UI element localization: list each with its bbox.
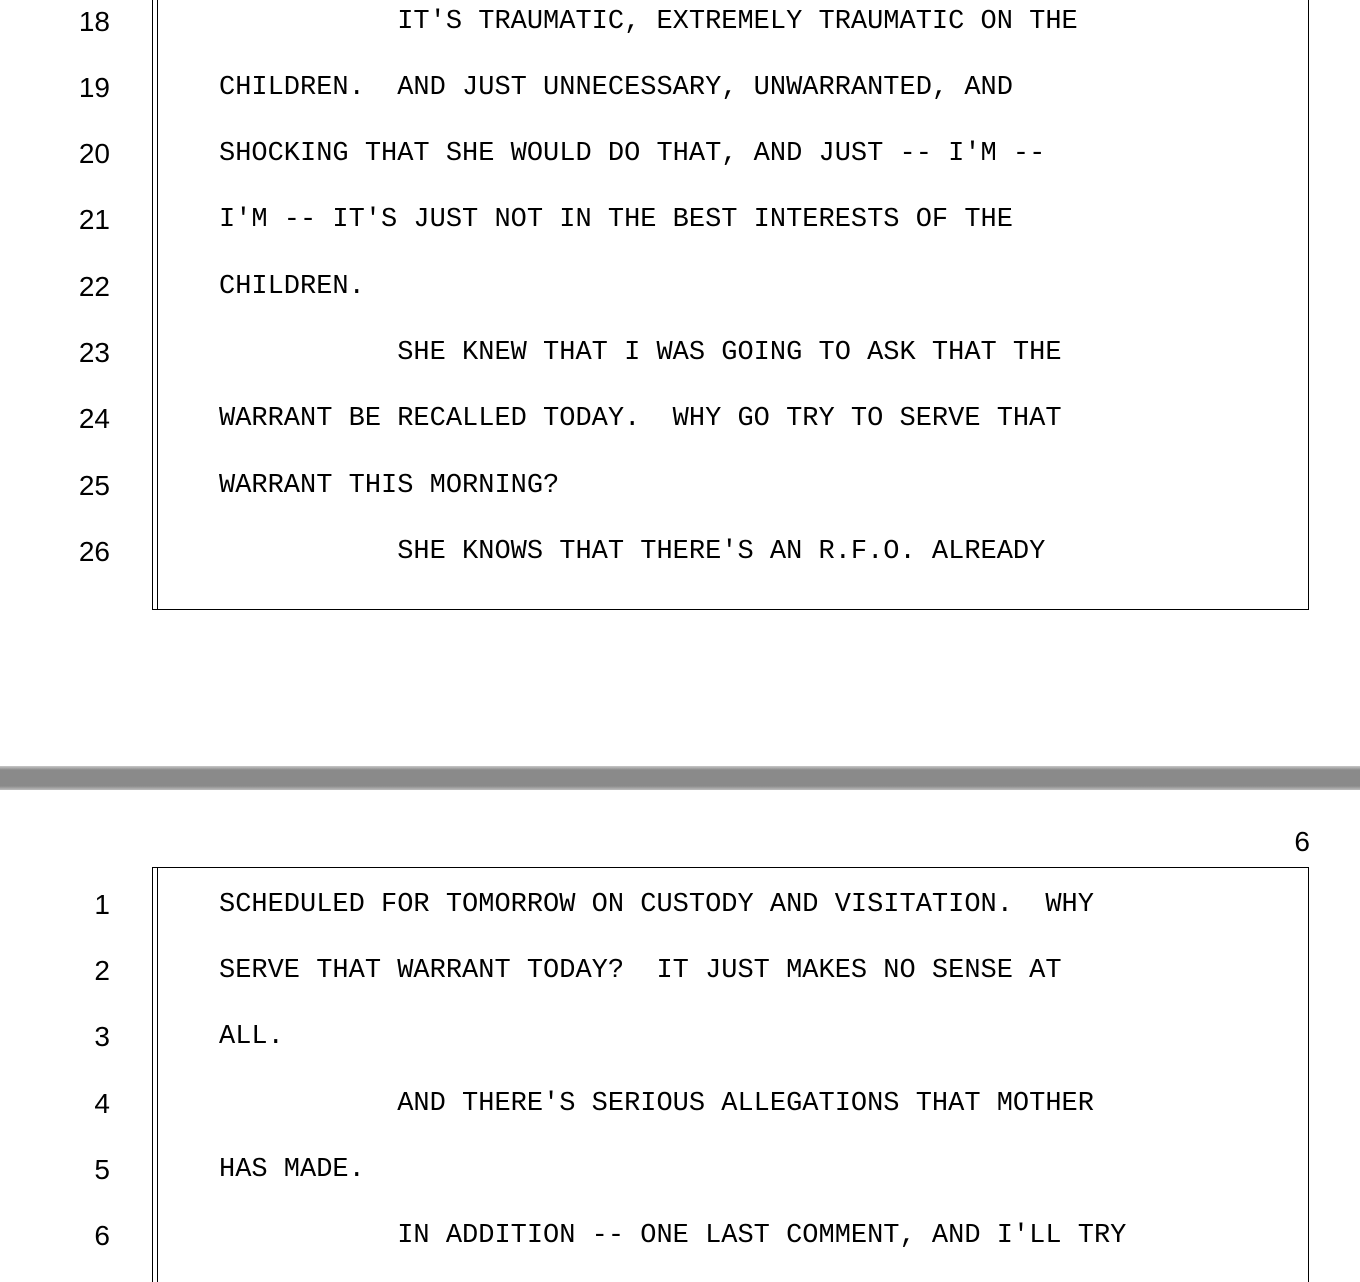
line-number: 20: [78, 138, 110, 169]
transcript-line: [0, 333, 1360, 373]
transcript-page-bottom: [0, 790, 1360, 1282]
line-text: WARRANT BE RECALLED TODAY. WHY GO TRY TO SERVE THAT: [219, 404, 1062, 434]
line-text: ALL.: [219, 1022, 284, 1052]
line-text: CHILDREN.: [219, 272, 365, 302]
line-number: 24: [78, 403, 110, 434]
line-number: 6: [94, 1220, 110, 1251]
line-text: SCHEDULED FOR TOMORROW ON CUSTODY AND VISITATION. WHY: [219, 890, 1094, 920]
page-separator: [0, 766, 1360, 790]
line-text: SHOCKING THAT SHE WOULD DO THAT, AND JUST -- I'M --: [219, 139, 1046, 169]
transcript-line: [0, 68, 1360, 108]
line-text: SHE KNOWS THAT THERE'S AN R.F.O. ALREADY: [219, 537, 1046, 567]
line-number: 23: [78, 337, 110, 368]
transcript-line: [0, 200, 1360, 240]
line-number: 26: [78, 536, 110, 567]
transcript-line: [0, 134, 1360, 174]
line-number: 18: [78, 6, 110, 37]
line-number: 2: [94, 955, 110, 986]
transcript-line: [0, 1150, 1360, 1190]
line-number: 19: [78, 72, 110, 103]
line-text: SHE KNEW THAT I WAS GOING TO ASK THAT THE: [219, 338, 1062, 368]
transcript-line: [0, 885, 1360, 925]
line-text: I'M -- IT'S JUST NOT IN THE BEST INTERESTS OF THE: [219, 205, 1013, 235]
line-text: CHILDREN. AND JUST UNNECESSARY, UNWARRANTED, AND: [219, 73, 1013, 103]
page-number: 6: [1294, 826, 1310, 857]
transcript-line: [0, 1216, 1360, 1256]
transcript-line: [0, 1017, 1360, 1057]
line-text: WARRANT THIS MORNING?: [219, 471, 560, 501]
transcript-line: [0, 532, 1360, 572]
line-text: HAS MADE.: [219, 1155, 365, 1185]
line-text: IN ADDITION -- ONE LAST COMMENT, AND I'LL TRY: [219, 1221, 1127, 1251]
transcript-line: [0, 466, 1360, 506]
transcript-line: [0, 2, 1360, 42]
transcript-line: [0, 399, 1360, 439]
line-number: 4: [94, 1088, 110, 1119]
line-number: 1: [94, 889, 110, 920]
line-number: 22: [78, 271, 110, 302]
transcript-line: [0, 951, 1360, 991]
line-number: 21: [78, 204, 110, 235]
line-number: 25: [78, 470, 110, 501]
transcript-line: [0, 267, 1360, 307]
transcript-line: [0, 1084, 1360, 1124]
line-text: SERVE THAT WARRANT TODAY? IT JUST MAKES NO SENSE AT: [219, 956, 1062, 986]
line-text: AND THERE'S SERIOUS ALLEGATIONS THAT MOTHER: [219, 1089, 1094, 1119]
line-number: 5: [94, 1154, 110, 1185]
line-number: 3: [94, 1021, 110, 1052]
line-text: IT'S TRAUMATIC, EXTREMELY TRAUMATIC ON THE: [219, 7, 1078, 37]
